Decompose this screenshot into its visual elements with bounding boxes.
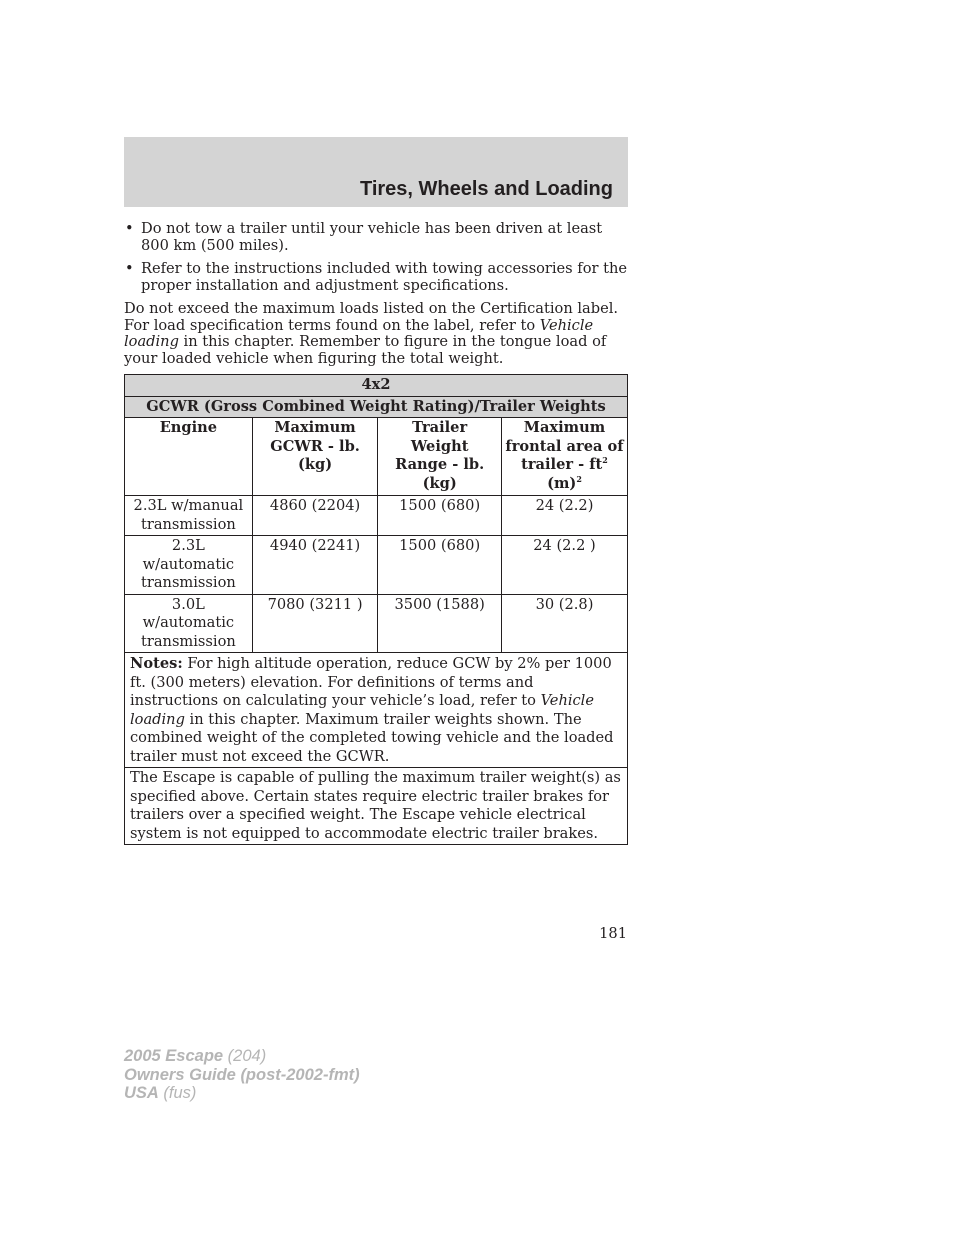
frontal-area-cell: 30 (2.8) bbox=[501, 594, 627, 653]
table-subtitle-row bbox=[125, 396, 628, 418]
table-subtitle: GCWR (Gross Combined Weight Rating)/Trailer Weights bbox=[125, 396, 628, 418]
footer-line bbox=[124, 1047, 360, 1066]
footer-market-code: (fus) bbox=[158, 1084, 197, 1102]
header-max-gcwr: Maximum GCWR - lb. (kg) bbox=[252, 418, 378, 496]
notes-label: Notes: bbox=[130, 655, 183, 672]
engine-cell: 2.3L w/manual transmission bbox=[125, 496, 253, 536]
document-footer bbox=[124, 1047, 360, 1103]
intro-paragraph bbox=[124, 301, 628, 367]
page-number: 181 bbox=[599, 925, 627, 942]
gcwr-cell: 4940 (2241) bbox=[252, 536, 378, 595]
bullet-item bbox=[124, 261, 628, 294]
bullet-text: Refer to the instructions included with towing accessories for the proper installation and adjustment specifications. bbox=[141, 260, 627, 294]
engine-cell: 2.3L w/automatic transmission bbox=[125, 536, 253, 595]
header-engine: Engine bbox=[125, 418, 253, 496]
paragraph-text: in this chapter. Remember to figure in the tongue load of your loaded vehicle when figuring the total weight. bbox=[124, 333, 607, 367]
table-title: 4x2 bbox=[125, 375, 628, 397]
vehicle-loading-reference: Vehicle loading bbox=[124, 316, 594, 350]
footer-line bbox=[124, 1084, 360, 1103]
footer-guide-name: Owners Guide (post-2002-fmt) bbox=[124, 1065, 360, 1084]
frontal-area-cell: 24 (2.2) bbox=[501, 496, 627, 536]
trailer-weight-cell: 3500 (1588) bbox=[378, 594, 502, 653]
frontal-area-cell: 24 (2.2 ) bbox=[501, 536, 627, 595]
squared-superscript: 2 bbox=[602, 455, 608, 465]
trailer-weight-cell: 1500 (680) bbox=[378, 536, 502, 595]
chapter-header-band bbox=[124, 137, 628, 207]
squared-superscript: 2 bbox=[576, 473, 582, 484]
notes-text: For high altitude operation, reduce GCW by 2% per 1000 ft. (300 meters) elevation. For definitions of terms and instructions on calculating your vehicle’s load, refer to bbox=[130, 655, 612, 709]
header-trailer-weight: Trailer Weight Range - lb. (kg) bbox=[378, 418, 502, 496]
table-notes-row bbox=[125, 653, 628, 768]
table-header-row bbox=[125, 418, 628, 496]
body-text bbox=[124, 221, 628, 367]
gcwr-cell: 4860 (2204) bbox=[252, 496, 378, 536]
footer-model: 2005 Escape bbox=[124, 1047, 224, 1065]
footer-market: USA bbox=[124, 1084, 159, 1102]
trailer-weight-cell: 1500 (680) bbox=[378, 496, 502, 536]
paragraph-text: Do not exceed the maximum loads listed on the Certification label. For load specification terms found on the label, refer to bbox=[124, 300, 619, 334]
gcwr-cell: 7080 (3211 ) bbox=[252, 594, 378, 653]
chapter-title: Tires, Wheels and Loading bbox=[359, 178, 613, 200]
bullet-item bbox=[124, 221, 628, 254]
engine-cell: 3.0L w/automatic transmission bbox=[125, 594, 253, 653]
bullet-dot-icon: • bbox=[125, 220, 134, 237]
trailer-weights-table bbox=[124, 374, 628, 845]
table-footnote-row bbox=[125, 768, 628, 845]
header-frontal-area-text: Maximum frontal area of trailer - ft bbox=[505, 419, 624, 473]
notes-text: in this chapter. Maximum trailer weights shown. The combined weight of the completed towing vehicle and the loaded trailer must not exceed the GCWR. bbox=[130, 710, 614, 765]
table-title-row bbox=[125, 375, 628, 397]
vehicle-loading-reference: Vehicle loading bbox=[130, 692, 594, 728]
table-notes bbox=[125, 653, 628, 768]
table-row bbox=[125, 536, 628, 595]
table-footnote: The Escape is capable of pulling the maximum trailer weight(s) as specified above. Certain states require electric trailer brakes for trailers over a specified weight. The Escape vehicle electrical system is not equipped to accommodate electric trailer brakes. bbox=[125, 768, 628, 845]
header-frontal-area-unit: (m) bbox=[547, 474, 577, 492]
bullet-text: Do not tow a trailer until your vehicle has been driven at least 800 km (500 miles). bbox=[141, 220, 603, 254]
table-row bbox=[125, 496, 628, 536]
bullet-dot-icon: • bbox=[125, 260, 134, 277]
footer-model-code: (204) bbox=[223, 1047, 267, 1065]
header-frontal-area bbox=[501, 418, 627, 496]
table-row bbox=[125, 594, 628, 653]
